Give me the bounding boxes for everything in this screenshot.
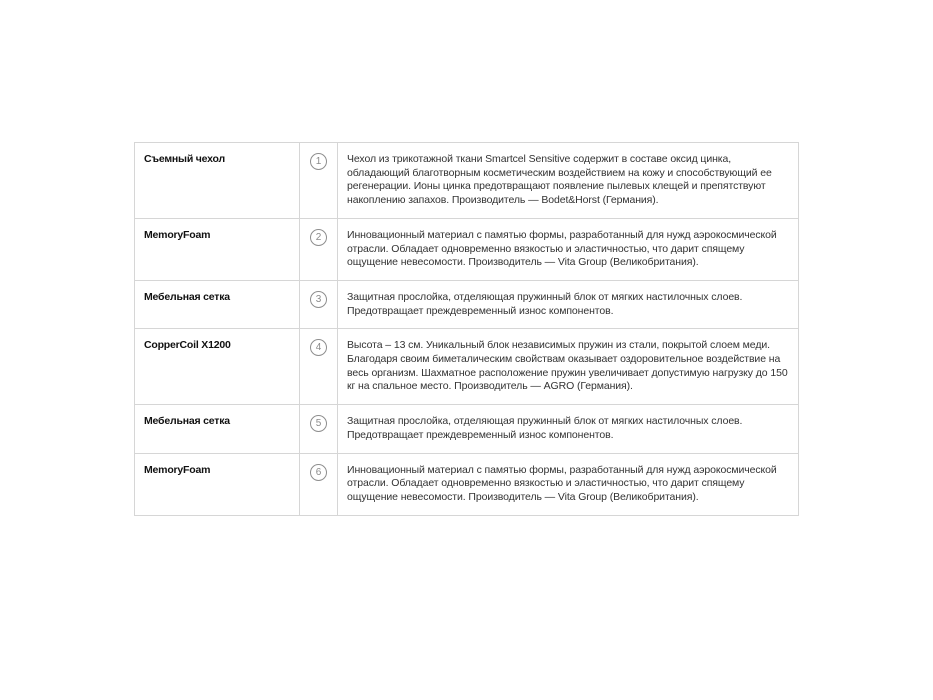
layer-description: Высота – 13 см. Уникальный блок независимых пружин из стали, покрытой слоем меди. Благодаря своим биметалическим свойствам оказывает оздоровительное воздействие на весь организм. Шахматное расположение пружин увеличивает допустимую нагрузку до 150 кг на спальное место. Производитель — AGRO (Германия). [338, 329, 799, 405]
layer-number-badge: 6 [310, 464, 327, 481]
layer-name: MemoryFoam [135, 453, 300, 515]
layer-description: Чехол из трикотажной ткани Smartcel Sensitive содержит в составе оксид цинка, обладающий благотворным косметическим воздействием на кожу и способствующий ее регенерации. Ионы цинка предотвращают появление пылевых клещей и препятствуют накоплению запахов. Производитель — Bodet&Horst (Германия). [338, 143, 799, 219]
layer-name: Съемный чехол [144, 153, 225, 165]
layer-number-badge: 2 [310, 229, 327, 246]
layer-name: Мебельная сетка [135, 405, 300, 453]
layer-name: CopperCoil X1200 [135, 329, 300, 405]
layer-description: Инновационный материал с памятью формы, разработанный для нужд аэрокосмической отрасли. Обладает одновременно вязкостью и эластичностью, что дарит спящему ощущение невесомости. Производитель — Vita Group (Великобритания). [338, 218, 799, 280]
layer-description: Защитная прослойка, отделяющая пружинный блок от мягких настилочных слоев. Предотвращает преждевременный износ компонентов. [338, 280, 799, 328]
layer-number-badge: 4 [310, 339, 327, 356]
layer-number-badge: 1 [310, 153, 327, 170]
table-row [135, 143, 799, 219]
layer-name: MemoryFoam [135, 218, 300, 280]
table-row [135, 453, 799, 515]
layer-number-badge: 5 [310, 415, 327, 432]
table-row [135, 218, 799, 280]
table-row [135, 405, 799, 453]
layer-name: Мебельная сетка [135, 280, 300, 328]
layer-description: Защитная прослойка, отделяющая пружинный блок от мягких настилочных слоев. Предотвращает преждевременный износ компонентов. [338, 405, 799, 453]
mattress-layers-table [134, 142, 799, 516]
table-row [135, 280, 799, 328]
table-row [135, 329, 799, 405]
layer-description: Инновационный материал с памятью формы, разработанный для нужд аэрокосмической отрасли. Обладает одновременно вязкостью и эластичностью, что дарит спящему ощущение невесомости. Производитель — Vita Group (Великобритания). [338, 453, 799, 515]
layer-number-badge: 3 [310, 291, 327, 308]
